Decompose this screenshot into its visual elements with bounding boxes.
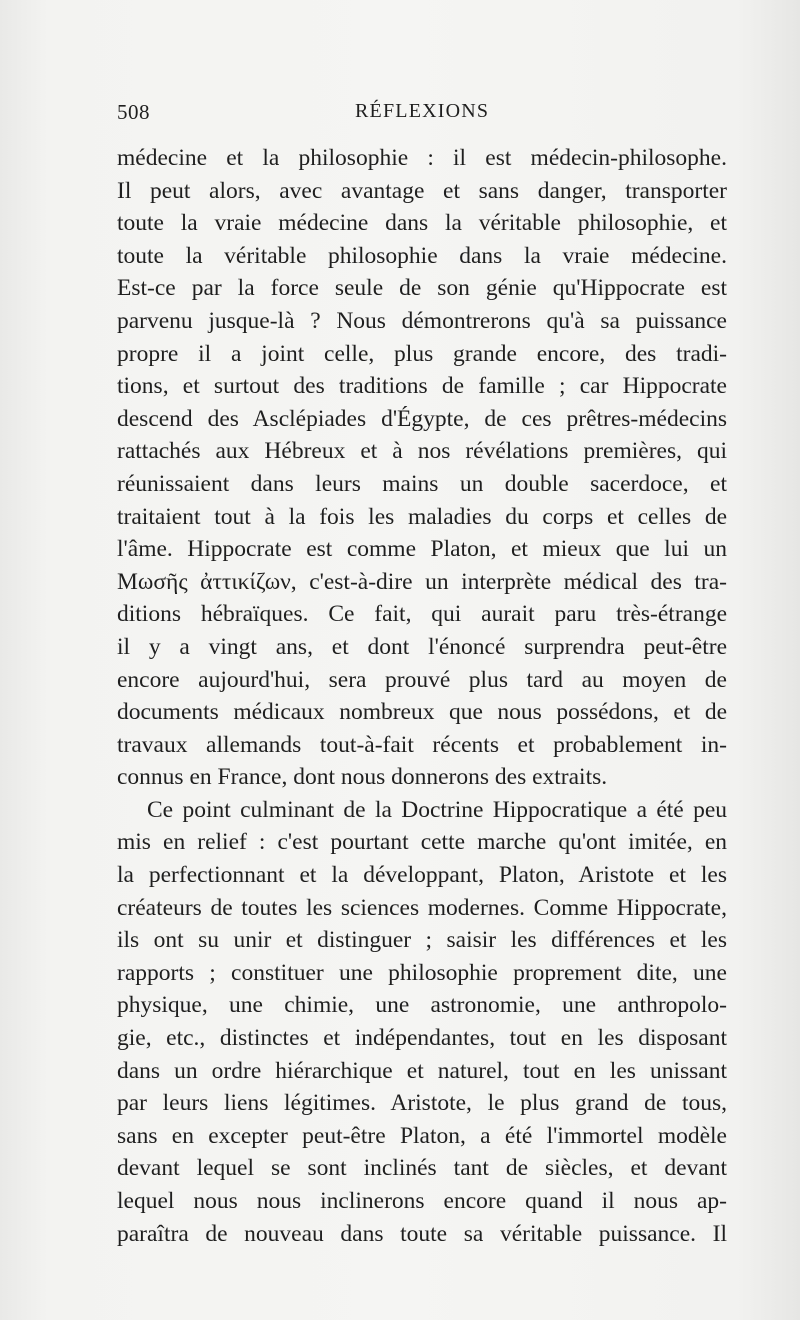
text-line: par leurs liens légitimes. Aristote, le plus grand de tous, (117, 1090, 727, 1117)
text-line: réunissaient dans leurs mains un double sacerdoce, et (117, 470, 727, 497)
text-line: toute la véritable philosophie dans la vraie médecine. (117, 242, 727, 269)
page-header (117, 100, 727, 134)
text-line: créateurs de toutes les sciences modernes. Comme Hippocrate, (117, 894, 727, 921)
text-line: gie, etc., distinctes et indépendantes, tout en les disposant (117, 1025, 727, 1052)
text-line: lequel nous nous inclinerons encore quand il nous ap- (117, 1188, 727, 1214)
text-line: traitaient tout à la fois les maladies du corps et celles de (117, 503, 727, 530)
text-line: la perfectionnant et la développant, Platon, Aristote et les (117, 862, 727, 889)
text-line: Est-ce par la force seule de son génie qu'Hippocrate est (117, 275, 727, 302)
text-line: médecine et la philosophie : il est médecin-philosophe. (117, 145, 727, 171)
text-line: mis en relief : c'est pourtant cette marche qu'ont imitée, en (117, 829, 727, 856)
text-line: encore aujourd'hui, sera prouvé plus tard au moyen de (117, 666, 727, 693)
text-line: ils ont su unir et distinguer ; saisir les différences et les (117, 927, 727, 954)
text-line: descend des Asclépiades d'Égypte, de ces prêtres-médecins (117, 405, 727, 432)
text-line: propre il a joint celle, plus grande encore, des tradi- (117, 340, 727, 367)
text-line: tions, et surtout des traditions de famille ; car Hippocrate (117, 373, 727, 400)
text-line: travaux allemands tout-à-fait récents et probablement in- (117, 731, 727, 758)
text-line: ditions hébraïques. Ce fait, qui aurait paru très-étrange (117, 601, 727, 628)
paragraph-2 (117, 794, 727, 1250)
text-line: toute la vraie médecine dans la véritable philosophie, et (117, 210, 727, 237)
page-number: 508 (117, 100, 150, 124)
text-line: documents médicaux nombreux que nous possédons, et de (117, 699, 727, 726)
text-line: rapports ; constituer une philosophie proprement dite, une (117, 959, 727, 986)
text-line: rattachés aux Hébreux et à nos révélations premières, qui (117, 438, 727, 465)
text-line: connus en France, dont nous donnerons des extraits. (117, 764, 608, 791)
text-line-greek: Μωσῆς ἀττικίζων, c'est-à-dire un interprète médical des tra- (117, 568, 727, 595)
text-line: dans un ordre hiérarchique et naturel, tout en les unissant (117, 1057, 727, 1084)
text-line: physique, une chimie, une astronomie, une anthropolo- (117, 992, 727, 1019)
text-line: parvenu jusque-là ? Nous démontrerons qu'à sa puissance (117, 307, 727, 334)
text-line: Ce point culminant de la Doctrine Hippocratique a été peu (147, 796, 727, 823)
text-line: l'âme. Hippocrate est comme Platon, et mieux que lui un (117, 536, 727, 563)
text-line: paraîtra de nouveau dans toute sa véritable puissance. Il (117, 1220, 727, 1247)
text-line: devant lequel se sont inclinés tant de siècles, et devant (117, 1155, 727, 1182)
text-line: Il peut alors, avec avantage et sans danger, transporter (117, 177, 727, 204)
running-title: RÉFLEXIONS (355, 100, 490, 122)
text-line: sans en excepter peut-être Platon, a été l'immortel modèle (117, 1122, 727, 1149)
paragraph-1 (117, 142, 727, 794)
text-line: il y a vingt ans, et dont l'énoncé surprendra peut-être (117, 633, 727, 660)
body-text (117, 142, 727, 1250)
